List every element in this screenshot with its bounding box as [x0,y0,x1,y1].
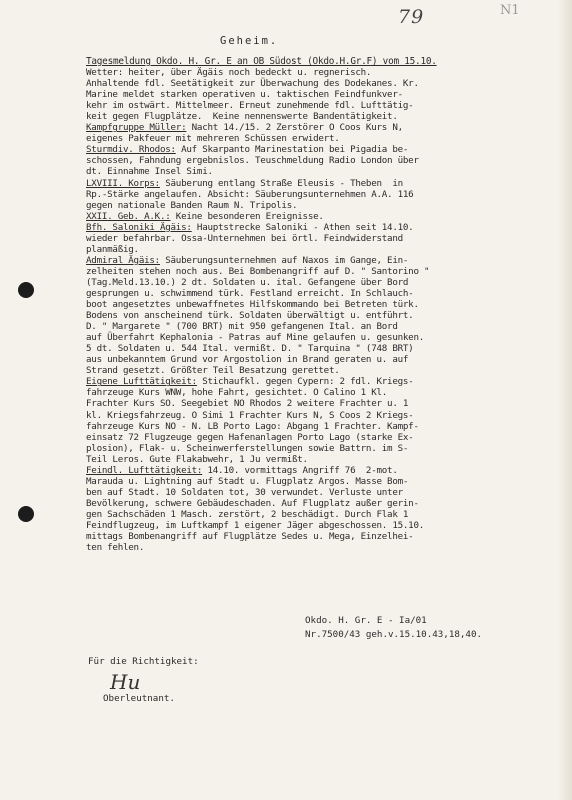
title-text: Tagesmeldung Okdo. H. Gr. E an OB Südost (Okdo.H.Gr.F) vom 15.10. [86,56,437,67]
section-heading: Kampfgruppe Müller: [86,122,187,134]
section-heading: Feindl. Lufttätigkeit: [86,464,203,476]
line-text: (Tag.Meld.13.10.) 2 dt. Soldaten u. ital. Gefangene über Bord [86,276,409,288]
line-text: einsatz 72 Flugzeuge gegen Hafenanlagen Porto Lago (starke Ex- [86,431,414,443]
line-text: ben auf Stadt. 10 Soldaten tot, 30 verwundet. Verluste unter [86,486,403,498]
line-text: Säuberung entlang Straße Eleusis - Theben in [159,177,403,189]
line-text: Strand gesetzt. Größter Teil Besatzung gerettet. [86,365,340,377]
report-line [86,487,546,498]
report-line [86,144,546,155]
report-line [86,178,546,189]
line-text: Auf Skarpanto Marinestation bei Pigadia be- [175,144,409,156]
line-text: 14.10. vormittags Angriff 76 2-mot. [202,464,398,476]
line-text: Frachter Kurs SO. Seegebiet NO Rhodos 2 weitere Frachter u. 1 [86,398,409,410]
line-text: boot angesetztes unbewaffnetes Hilfskommando bei Betreten türk. [86,299,419,311]
line-text: Bodens von anscheinend türk. Soldaten überwältigt u. entführt. [86,310,414,322]
line-text: wieder befahrbar. Ossa-Unternehmen bei örtl. Feindwiderstand [86,232,403,244]
handwritten-page-number: 79 [398,6,425,28]
report-line [86,277,546,288]
report-line [86,476,546,487]
line-text: Anhaltende fdl. Seetätigkeit zur Überwachung des Dodekanes. Kr. [86,78,419,90]
line-text: fahrzeuge Kurs WNW, hohe Fahrt, gesichtet. O Calino 1 Kl. [86,387,388,399]
report-line [86,498,546,509]
report-line [86,542,546,553]
line-text: plosion), Flak- u. Scheinwerferstellungen sowie Battrn. im S- [86,442,409,454]
report-line [86,531,546,542]
section-heading: LXVIII. Korps: [86,177,160,189]
report-body [86,56,546,553]
section-heading: Bfh. Saloniki Ägäis: [86,221,192,233]
line-text: gesprungen u. schwimmend türk. Festland erreicht. In Schlauch- [86,287,414,299]
report-line [86,520,546,531]
line-text: gegen nationale Banden Raum N. Tripolis. [86,199,298,211]
report-line [86,321,546,332]
reference-line: Nr.7500/43 geh.v.15.10.43,18,40. [305,628,483,640]
report-line [86,454,546,465]
report-line [86,78,546,89]
line-text: keit gegen Flugplätze. Keine nennenswerte Bandentätigkeit. [86,111,398,123]
line-text: planmäßig. [86,243,139,255]
line-text: schossen, Fahndung ergebnislos. Teuschmeldung Radio London über [86,155,419,167]
report-line [86,376,546,387]
section-heading: Admiral Ägäis: [86,254,160,266]
report-line [86,332,546,343]
report-line [86,432,546,443]
certification-line: Für die Richtigkeit: [88,656,199,667]
report-line [86,465,546,476]
report-title [86,56,546,67]
line-text: auf Überfahrt Kephalonia - Patras auf Mine gelaufen u. gesunken. [86,332,425,344]
line-text: Nacht 14./15. 2 Zerstörer O Coos Kurs N, [186,122,403,134]
report-line [86,133,546,144]
report-line [86,122,546,133]
line-text: Teil Leros. Gute Flakabwehr, 1 Ju vermißt. [86,453,308,465]
report-line [86,387,546,398]
report-line [86,233,546,244]
line-text: Wetter: heiter, über Ägäis noch bedeckt u. regnerisch. [86,67,372,79]
page-edge-shadow [558,0,572,800]
line-text: eigenes Pakfeuer mit mehreren Schüssen erwidert. [86,133,340,145]
line-text: 5 dt. Soldaten u. 544 Ital. vermißt. D. " Tarquina " (748 BRT) [86,343,414,355]
line-text: Feindflugzeug, im Luftkampf 1 eigener Jäger abgeschossen. 15.10. [86,519,425,531]
line-text: zelheiten stehen noch aus. Bei Bombenangriff auf D. " Santorino " [86,265,430,277]
classification-header: Geheim. [220,35,279,47]
line-text: Bevölkerung, schwere Gebäudeschaden. Auf Flugplatz außer gerin- [86,497,419,509]
report-line [86,410,546,421]
report-line [86,200,546,211]
section-heading: XXII. Geb. A.K.: [86,210,171,222]
punch-hole [18,506,34,522]
line-text: ten fehlen. [86,542,145,554]
report-line [86,509,546,520]
section-heading: Eigene Lufttätigkeit: [86,376,197,388]
punch-hole [18,282,34,298]
report-line [86,89,546,100]
section-heading: Sturmdiv. Rhodos: [86,144,176,156]
report-line [86,343,546,354]
report-line [86,398,546,409]
report-line [86,443,546,454]
report-line [86,354,546,365]
line-text: Rp.-Stärke angelaufen. Absicht: Säuberungsunternehmen A.A. 116 [86,188,414,200]
line-text: Marauda u. Lightning auf Stadt u. Flugplatz Argos. Masse Bom- [86,475,409,487]
report-line [86,166,546,177]
line-text: dt. Einnahme Insel Simi. [86,166,213,178]
reference-block [305,614,482,641]
report-line [86,266,546,277]
report-line [86,421,546,432]
report-line [86,155,546,166]
line-text: aus unbekanntem Grund vor Argostolion in Brand geraten u. auf [86,354,409,366]
report-line [86,288,546,299]
report-line [86,255,546,266]
report-line [86,244,546,255]
report-line [86,111,546,122]
signatory-rank: Oberleutnant. [103,693,175,704]
report-line [86,100,546,111]
report-line [86,299,546,310]
line-text: Säuberungsunternehmen auf Naxos im Gange, Ein- [159,254,409,266]
line-text: Marine meldet starken operativen u. taktischen Feindfunkver- [86,89,403,101]
report-line [86,211,546,222]
line-text: kl. Kriegsfahrzeug. O Simi 1 Frachter Kurs N, S Coos 2 Kriegs- [86,409,414,421]
report-line [86,365,546,376]
office-line: Okdo. H. Gr. E - Ia/01 [305,615,427,626]
line-text: mittags Bombenangriff auf Flugplätze Sedes u. Mega, Einzelhei- [86,531,414,543]
report-line [86,67,546,78]
line-text: kehr im ostwärt. Mittelmeer. Erneut zunehmende fdl. Lufttätig- [86,100,414,112]
handwritten-signature: Hu [110,670,141,694]
report-line [86,222,546,233]
report-line [86,310,546,321]
line-text: Keine besonderen Ereignisse. [170,210,324,222]
report-line [86,189,546,200]
line-text: gen Sachschäden 1 Masch. zerstört, 2 beschädigt. Durch Flak 1 [86,508,409,520]
line-text: Stichaufkl. gegen Cypern: 2 fdl. Kriegs- [196,376,414,388]
corner-pencil-mark: N1 [500,3,520,18]
line-text: Hauptstrecke Saloniki - Athen seit 14.10. [191,221,414,233]
line-text: fahrzeuge Kurs NO - N. LB Porto Lago: Abgang 1 Frachter. Kampf- [86,420,419,432]
line-text: D. " Margarete " (700 BRT) mit 950 gefangenen Ital. an Bord [86,321,398,333]
